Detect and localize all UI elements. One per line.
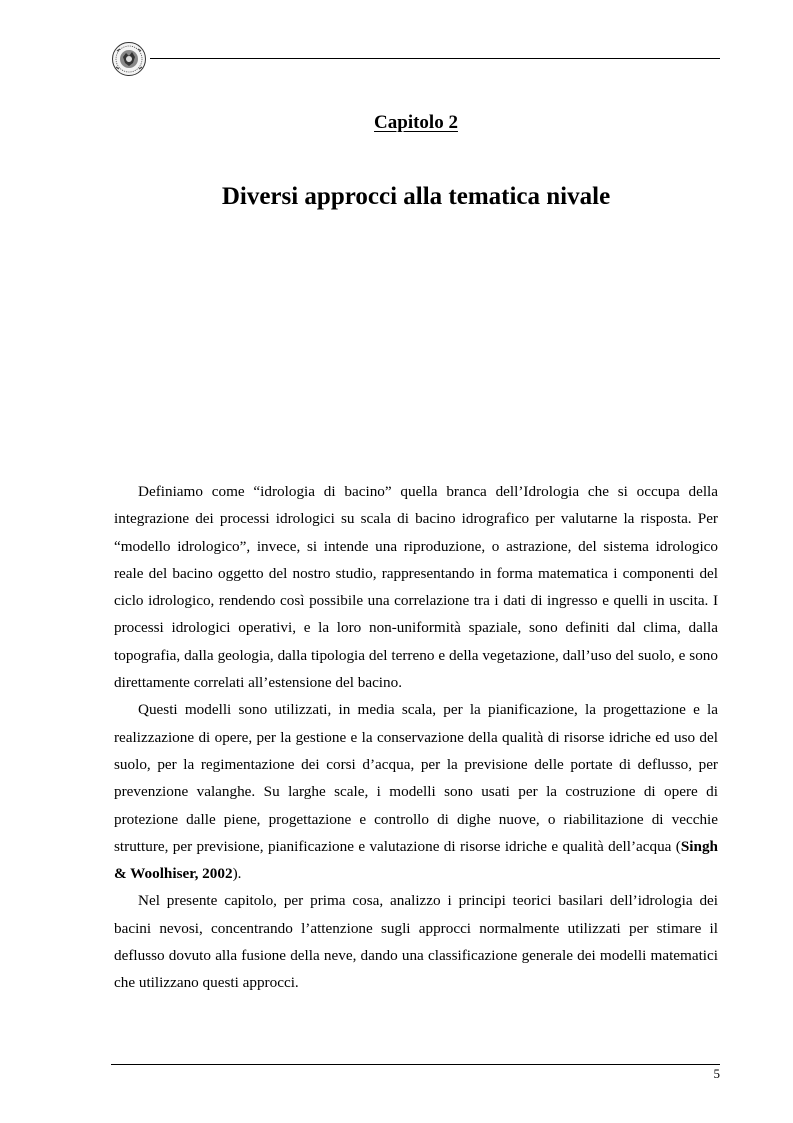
paragraph: Nel presente capitolo, per prima cosa, analizzo i principi teorici basilari dell’idrologia dei bacini nevosi, concentrando l’attenzione sugli approcci normalmente utilizzati per stimare il deflusso dovuto alla fusione della neve, dando una classificazione generale dei modelli matematici che utilizzano questi approcci. xyxy=(114,892,718,992)
paragraph xyxy=(114,696,718,887)
body-text xyxy=(114,478,718,997)
footer-rule xyxy=(111,1064,720,1065)
chapter-title: Diversi approcci alla tematica nivale xyxy=(221,183,611,210)
chapter-label: Capitolo 2 xyxy=(374,112,458,133)
page-number: 5 xyxy=(713,1066,720,1081)
university-seal-icon xyxy=(111,41,147,77)
citation: Singh & Woolhiser, 2002 xyxy=(114,837,718,883)
paragraph: Definiamo come “idrologia di bacino” quella branca dell’Idrologia che si occupa della integrazione dei processi idrologici su scala di bacino idrografico per valutarne la risposta. Per “modello idrologico”, invece, si intende una riproduzione, o astrazione, del sistema idrologico reale del bacino oggetto del nostro studio, rappresentando in forma matematica i componenti del ciclo idrologico, rendendo così possibile una correlazione tra i dati di ingresso e quelli in uscita. I processi idrologici operativi, e la loro non-uniformità spaziale, sono definiti dal clima, dalla topografia, dalla geologia, dalla tipologia del terreno e della vegetazione, dall’uso del suolo, e sono direttamente correlati all’estensione del bacino. xyxy=(114,483,718,692)
paragraph-text: Questi modelli sono utilizzati, in media scala, per la pianificazione, la progettazione e la realizzazione di opere, per la gestione e la conservazione della qualità di risorse idriche ed uso del suolo, per la regimentazione dei corsi d’acqua, per la previsione delle portate di deflusso, per prevenzione valanghe. Su larghe scale, i modelli sono usati per la costruzione di opere di protezione dalle piene, progettazione e controllo di dighe nuove, o riabilitazione di vecchie strutture, per previsione, pianificazione e valutazione di risorse idriche e qualità dell’acqua ( xyxy=(114,701,718,855)
paragraph-text: ). xyxy=(232,865,242,883)
header-rule xyxy=(150,58,720,59)
